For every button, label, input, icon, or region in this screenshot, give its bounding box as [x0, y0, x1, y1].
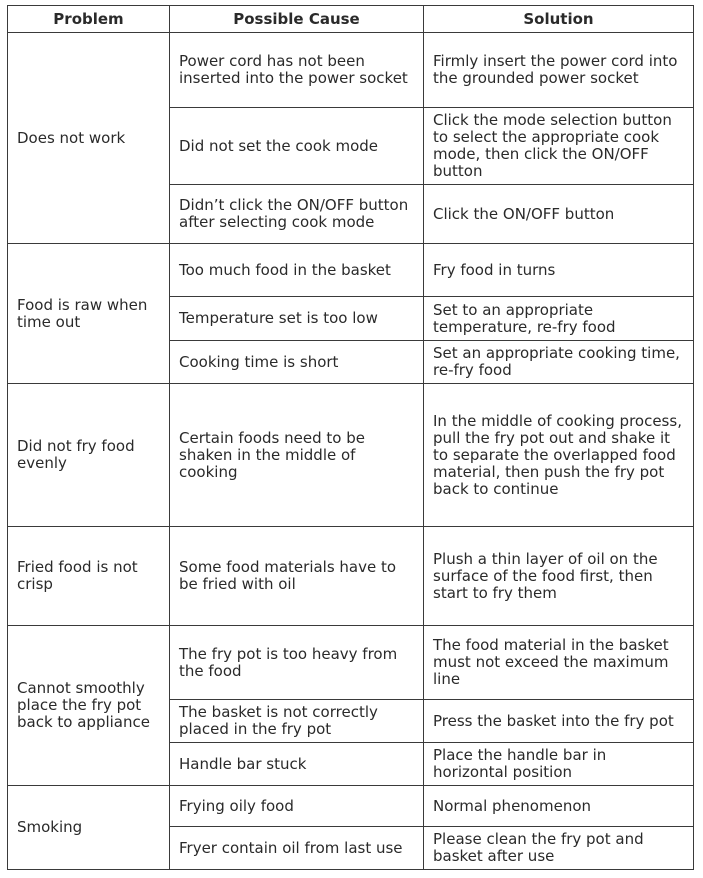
cause-cell: Too much food in the basket — [170, 244, 424, 297]
cause-cell: Certain foods need to be shaken in the middle of cooking — [170, 384, 424, 527]
table-row — [8, 384, 694, 527]
problem-cell: Food is raw when time out — [8, 244, 170, 384]
cause-cell: Some food materials have to be fried with oil — [170, 527, 424, 626]
problem-header: Problem — [8, 6, 170, 33]
solution-cell: Fry food in turns — [424, 244, 694, 297]
solution-cell: In the middle of cooking process, pull the fry pot out and shake it to separate the overlapped food material, then push the fry pot back to continue — [424, 384, 694, 527]
solution-header: Solution — [424, 6, 694, 33]
solution-cell: Please clean the fry pot and basket after use — [424, 827, 694, 870]
solution-cell: Set an appropriate cooking time, re-fry food — [424, 341, 694, 384]
cause-cell: Fryer contain oil from last use — [170, 827, 424, 870]
table-row — [8, 244, 694, 297]
solution-cell: Click the mode selection button to select the appropriate cook mode, then click the ON/OFF button — [424, 108, 694, 185]
solution-cell: Place the handle bar in horizontal position — [424, 743, 694, 786]
solution-cell: The food material in the basket must not exceed the maximum line — [424, 626, 694, 700]
problem-cell: Smoking — [8, 786, 170, 870]
solution-cell: Plush a thin layer of oil on the surface of the food first, then start to fry them — [424, 527, 694, 626]
cause-cell: Frying oily food — [170, 786, 424, 827]
solution-cell: Normal phenomenon — [424, 786, 694, 827]
table-row — [8, 626, 694, 700]
cause-header: Possible Cause — [170, 6, 424, 33]
table-row — [8, 33, 694, 108]
problem-cell: Fried food is not crisp — [8, 527, 170, 626]
cause-cell: Temperature set is too low — [170, 297, 424, 341]
problem-cell: Cannot smoothly place the fry pot back to appliance — [8, 626, 170, 786]
cause-cell: Didn’t click the ON/OFF button after selecting cook mode — [170, 185, 424, 244]
solution-cell: Set to an appropriate temperature, re-fry food — [424, 297, 694, 341]
problem-cell: Does not work — [8, 33, 170, 244]
header-row — [8, 6, 694, 33]
cause-cell: The basket is not correctly placed in the fry pot — [170, 700, 424, 743]
cause-cell: Cooking time is short — [170, 341, 424, 384]
cause-cell: Did not set the cook mode — [170, 108, 424, 185]
table-row — [8, 786, 694, 827]
solution-cell: Click the ON/OFF button — [424, 185, 694, 244]
table-row — [8, 527, 694, 626]
cause-cell: The fry pot is too heavy from the food — [170, 626, 424, 700]
cause-cell: Handle bar stuck — [170, 743, 424, 786]
solution-cell: Firmly insert the power cord into the grounded power socket — [424, 33, 694, 108]
troubleshooting-table — [7, 5, 694, 870]
cause-cell: Power cord has not been inserted into the power socket — [170, 33, 424, 108]
solution-cell: Press the basket into the fry pot — [424, 700, 694, 743]
problem-cell: Did not fry food evenly — [8, 384, 170, 527]
